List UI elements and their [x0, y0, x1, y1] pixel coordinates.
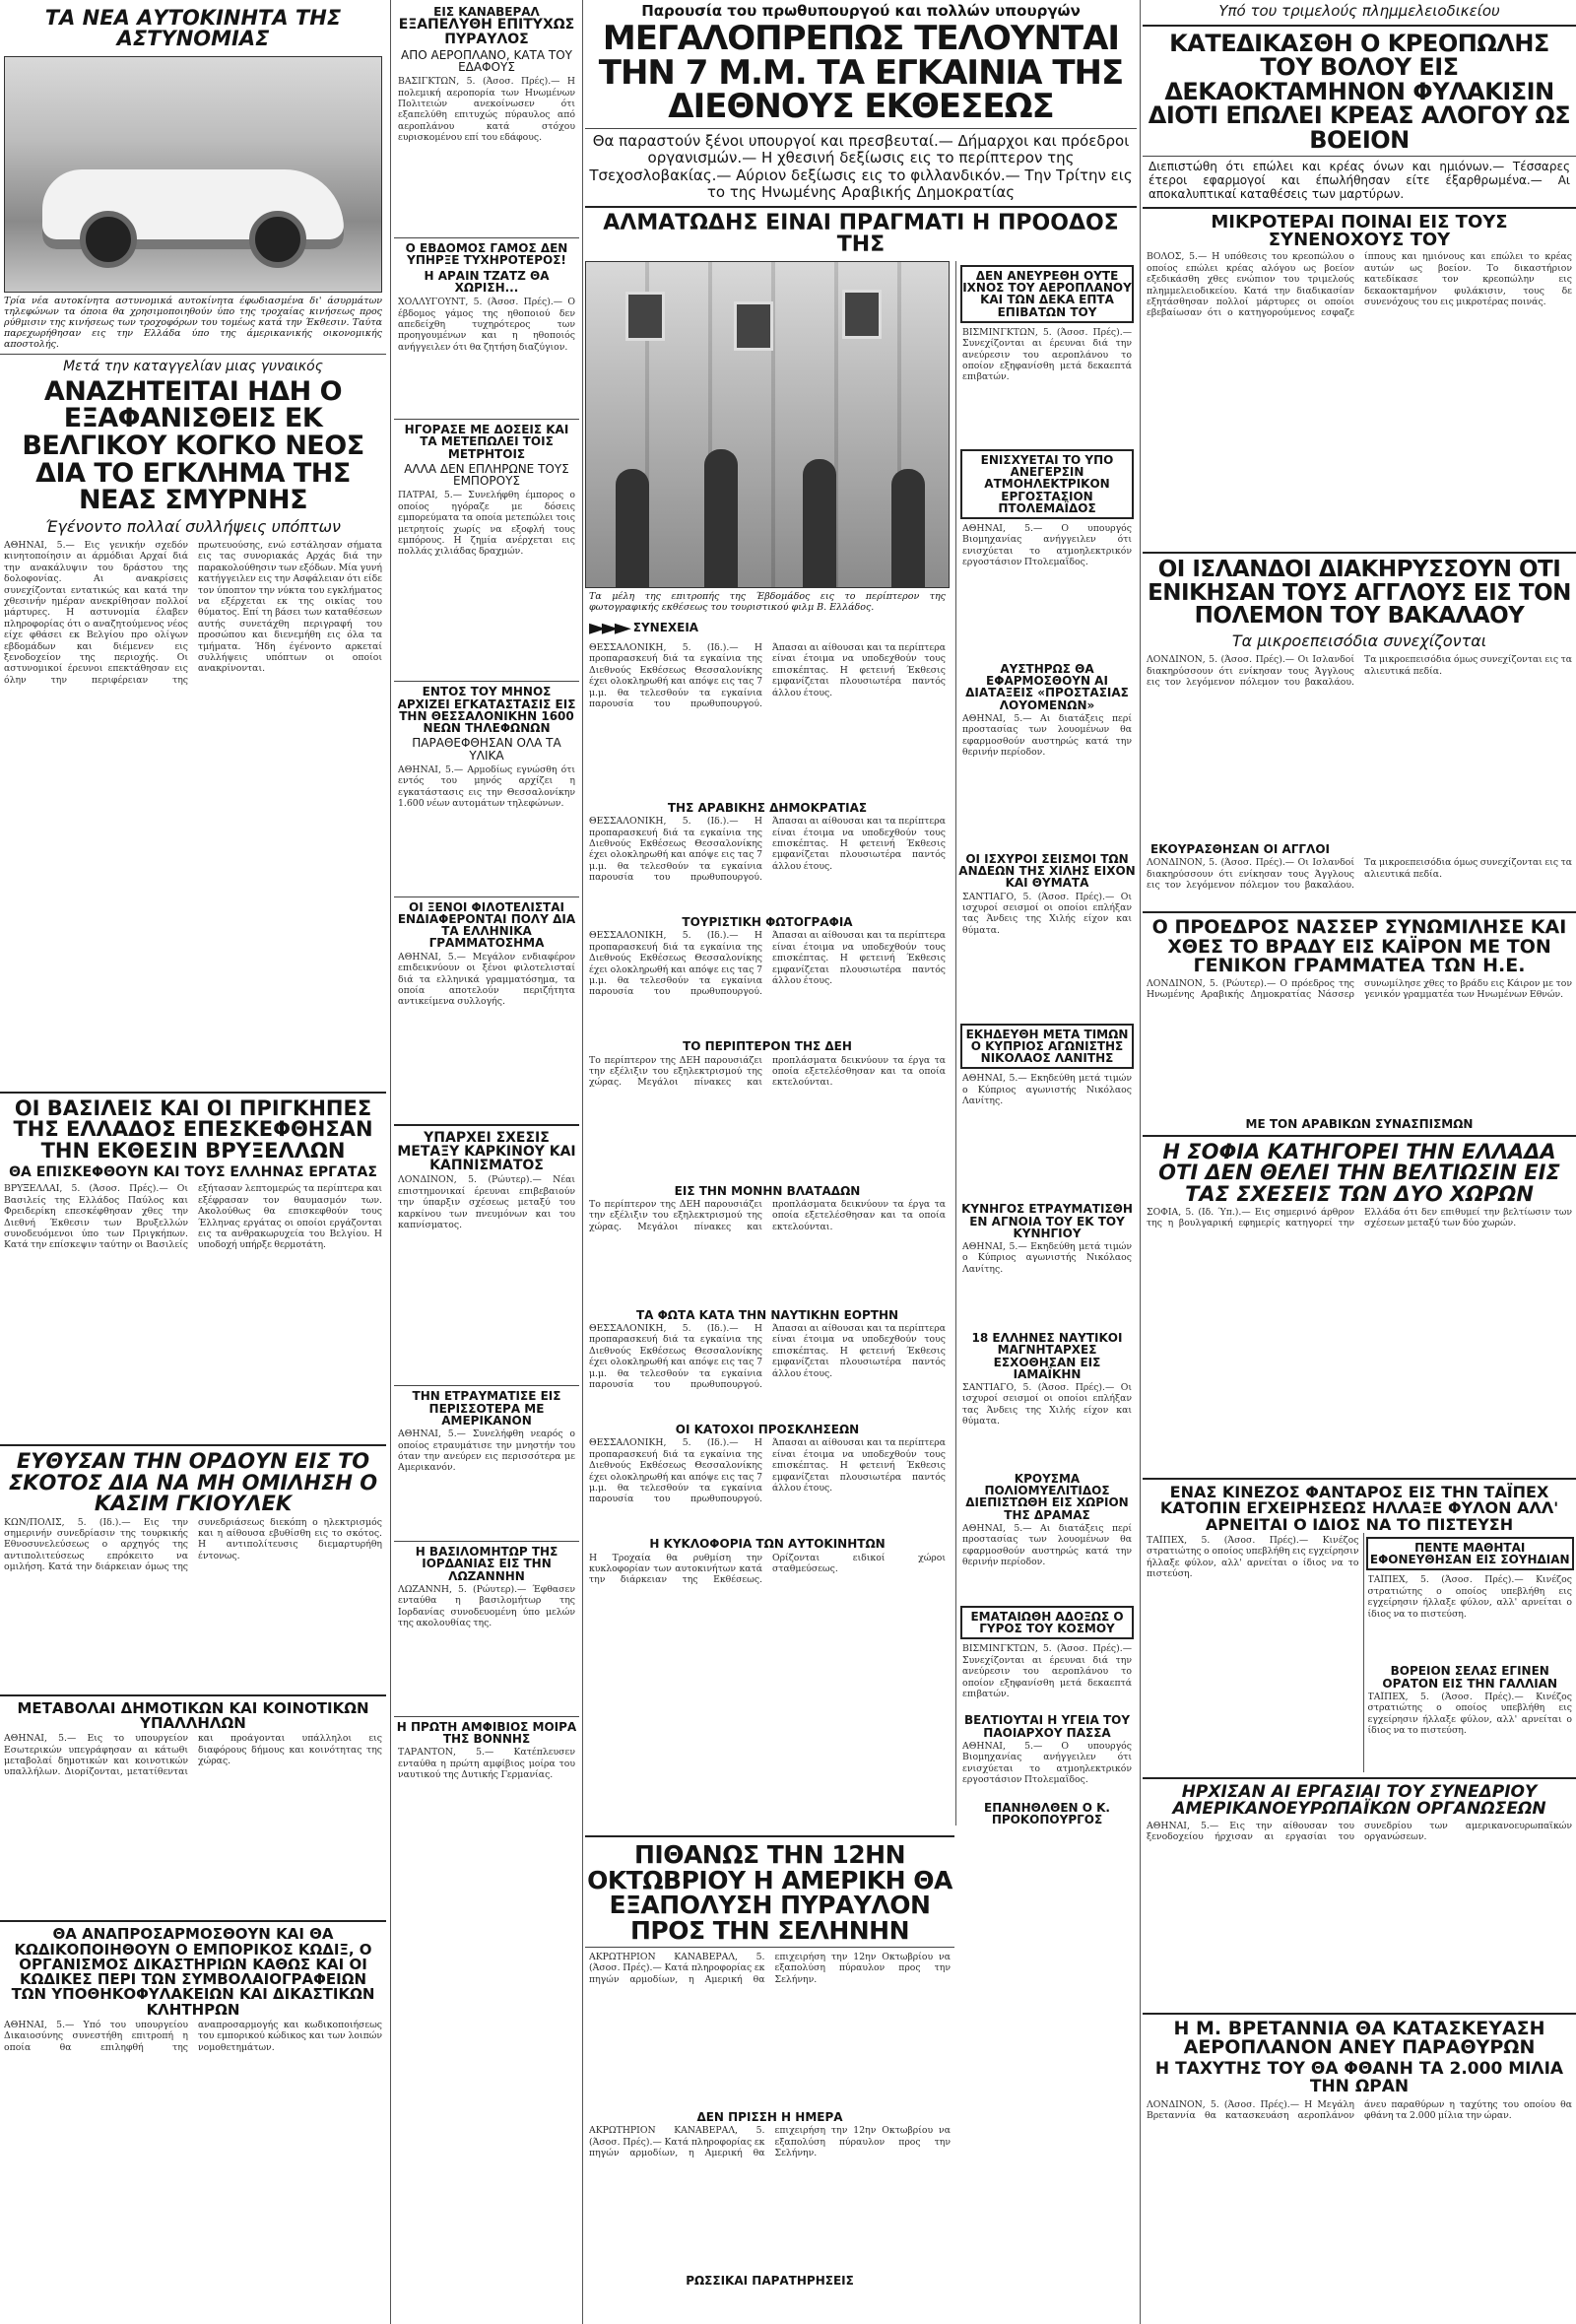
headline-police-cars: ΤΑ ΝΕΑ ΑΥΤΟΚΙΝΗΤΑ ΤΗΣ ΑΣΤΥΝΟΜΙΑΣ: [44, 6, 342, 51]
article-body: ΣΑΝΤΙΑΓΟ, 5. (Άσοσ. Πρές).— Οι ισχυροί σεισμοί οι οποίοι επλήξαν τας Άνδεις της Χιλής είχον και θύματα.: [962, 891, 1132, 936]
headline-windowless-plane: Η Μ. ΒΡΕΤΑΝΝΙΑ ΘΑ ΚΑΤΑΣΚΕΥΑΣΗ ΑΕΡΟΠΛΑΝΟΝ ΑΝΕΥ ΠΑΡΑΘΥΡΩΝ: [1173, 2017, 1545, 2058]
subheadline: ΤΑ ΦΩΤΑ ΚΑΤΑ ΤΗΝ ΝΑΥΤΙΚΗΝ ΕΟΡΤΗΝ: [635, 1307, 899, 1322]
article-body: ΑΘΗΝΑΙ, 5.— Αι διατάξεις περί προστασίας των λουομένων θα εφαρμοσθούν αυστηρώς κατά την θερινήν περίοδον.: [962, 1522, 1132, 1568]
headline-nasser: Ο ΠΡΟΕΔΡΟΣ ΝΑΣΣΕΡ ΣΥΝΩΜΙΛΗΣΕ ΚΑΙ ΧΘΕΣ ΤΟ ΒΡΑΔΥ ΕΙΣ ΚΑΪΡΟΝ ΜΕ ΤΟΝ ΓΕΝΙΚΟΝ ΓΡΑΜΜΑΤΕΑ ΤΩΝ Η.Ε.: [1151, 916, 1567, 977]
kicker: ΕΙΣ ΚΑΝΑΒΕΡΑΛ: [433, 5, 540, 19]
banner-progress: ΑΛΜΑΤΩΔΗΣ ΕΙΝΑΙ ΠΡΑΓΜΑΤΙ Η ΠΡΟΟΔΟΣ ΤΗΣ: [603, 211, 1119, 258]
article-body: ΑΘΗΝΑΙ, 5.— Υπό του υπουργείου Δικαιοσύνης συνεστήθη επιτροπή η οποία θα επιληφθή της αναπροσαρμογής και κωδικοποιήσεως του εμπορικού κώδικος και των λοιπών νομοθετημάτων.: [4, 2020, 382, 2053]
subheadline: Η ΑΡΑΙΝ ΤΖΑΤΖ ΘΑ ΧΩΡΙΣΗ...: [424, 268, 550, 295]
article-body: Το περίπτερον της ΔΕΗ παρουσιάζει την εξέλιξιν του εξηλεκτρισμού της χώρας. Μεγάλοι πίνακες και προπλάσματα δεικνύουν τα έργα τα οποία εξετελέσθησαν και τα οποία εκτελούνται.: [589, 1054, 946, 1089]
headline-hunter: ΚΥΝΗΓΟΣ ΕΤΡΑΥΜΑΤΙΣΘΗ ΕΝ ΑΓΝΟΙΑ ΤΟΥ ΕΚ ΤΟΥ ΚΥΝΗΓΙΟΥ: [961, 1202, 1133, 1240]
headline-chinese-soldier: ΕΝΑΣ ΚΙΝΕΖΟΣ ΦΑΝΤΑΡΟΣ ΕΙΣ ΤΗΝ ΤΑΪΠΕΧ ΚΑΤΟΠΙΝ ΕΓΧΕΙΡΗΣΕΩΣ ΗΛΛΑΞΕ ΦΥΛΟΝ ΑΛΛ' ΑΡΝΕΙΤΑΙ Ο ΙΔΙΟΣ ΝΑ ΤΟ ΠΙΣΤΕΥΣΗ: [1159, 1483, 1559, 1534]
headline-installments: ΗΓΟΡΑΣΕ ΜΕ ΔΟΣΕΙΣ ΚΑΙ ΤΑ ΜΕΤΕΠΩΛΕΙ ΤΟΙΣ ΜΕΤΡΗΤΟΙΣ: [404, 423, 569, 461]
subheadline: ΤΟΥΡΙΣΤΙΚΗ ΦΩΤΟΓΡΑΦΙΑ: [682, 915, 853, 930]
police-car-photo: [4, 56, 382, 293]
column-rule: [582, 0, 583, 2324]
article-body: ΒΙΣΜΙΝΓΚΤΩΝ, 5. (Άσοσ. Πρές).— Συνεχίζονται αι έρευναι διά την ανεύρεσιν του αεροπλάνου το οποίον εξηφανίσθη μετά δεκαεπτά επιβατών.: [962, 1643, 1132, 1700]
subheadline: ΔΕΝ ΠΡΙΣΣΗ Η ΗΜΕΡΑ: [696, 2110, 843, 2124]
article-body: Η Τροχαία θα ρυθμίση την κυκλοφορίαν των αυτοκινήτων κατά την διάρκειαν της Εκθέσεως. Ορίζονται ειδικοί χώροι σταθμεύσεως.: [589, 1552, 946, 1586]
article-body: ΑΚΡΩΤΗΡΙΟΝ ΚΑΝΑΒΕΡΑΛ, 5. (Άσοσ. Πρές).— Κατά πληροφορίας εκ πηγών αρμοδίων, η Αμερική θα επιχειρήση την 12ην Οκτωβρίου να εξαπολύση πύραυλον προς την Σελήνην.: [589, 2125, 951, 2159]
subheadline: Τα μικροεπεισόδια συνεχίζονται: [1231, 631, 1487, 650]
continued-label: ΣΥΝΕΧΕΙΑ: [632, 621, 699, 635]
photo-caption: Τρία νέα αυτοκίνητα αστυνομικά αυτοκίνητα έφωδιασμένα δι' άσυρμάτων τηλεφώνων τα όποια θα χρησιμοποιηθούν ύπο της τροχαίας κινήσεως προς ρύθμισιν της κινήσεως των τροχοφόρων του τομέως κατά την Έκθεσιν. Ταύτα παρεχωρήθησαν εις την Ελλάδα ύπο της άμερικανικής οικονομικής αποστολής.: [4, 295, 382, 350]
headline-missile: ΕΞΑΠΕΛΥΘΗ ΕΠΙΤΥΧΩΣ ΠΥΡΑΥΛΟΣ: [398, 17, 575, 47]
headline-bathers: ΑΥΣΤΗΡΩΣ ΘΑ ΕΦΑΡΜΟΣΘΟΥΝ ΑΙ ΔΙΑΤΑΞΕΙΣ «ΠΡΟΣΤΑΣΙΑΣ ΛΟΥΟΜΕΝΩΝ»: [965, 662, 1129, 712]
article-body: ΘΕΣΣΑΛΟΝΙΚΗ, 5. (Ιδ.).— Η προπαρασκευή διά τα εγκαίνια της Διεθνούς Εκθέσεως Θεσσαλονίκης έχει ολοκληρωθή και απόψε εις τας 7 μ.μ. θα τελεσθούν τα εγκαίνια παρουσία του πρωθυπουργού. Άπασαι αι αίθουσαι και τα περίπτερα είναι έτοιμα να υποδεχθούν τους επισκέπτας. Η φετεινή Έκθεσις εμφανίζεται πλουσιωτέρα παντός άλλου έτους.: [589, 930, 946, 998]
headline-american: ΤΗΝ ΕΤΡΑΥΜΑΤΙΣΕ ΕΙΣ ΠΕΡΙΣΣΟΤΕΡΑ ΜΕ ΑΜΕΡΙΚΑΝΟΝ: [412, 1389, 561, 1428]
headline-amphibious: Η ΠΡΩΤΗ ΑΜΦΙΒΙΟΣ ΜΟΙΡΑ ΤΗΣ ΒΟΝΝΗΣ: [396, 1719, 577, 1747]
article-body: ΛΟΝΔΙΝΟΝ, 5. (Ρώυτερ).— Ο πρόεδρος της Ηνωμένης Αραβικής Δημοκρατίας Νάσσερ συνωμίλησε χθες το βράδυ εις Κάιρον με τον γενικόν γραμματέα των Ηνωμένων Εθνών.: [1147, 977, 1572, 1000]
article-body: ΑΘΗΝΑΙ, 5.— Ο υπουργός Βιομηχανίας ανήγγειλεν ότι ενισχύεται το ατμοηλεκτρικόν εργοστάσιον Πτολεμαΐδος.: [962, 523, 1132, 568]
subheadline: ΡΩΣΣΙΚΑΙ ΠΑΡΑΤΗΡΗΣΕΙΣ: [686, 2274, 854, 2289]
article-body: ΘΕΣΣΑΛΟΝΙΚΗ, 5. (Ιδ.).— Η προπαρασκευή διά τα εγκαίνια της Διεθνούς Εκθέσεως Θεσσαλονίκης έχει ολοκληρωθή και απόψε εις τας 7 μ.μ. θα τελεσθούν τα εγκαίνια παρουσία του πρωθυπουργού. Άπασαι αι αίθουσαι και τα περίπτερα είναι έτοιμα να υποδεχθούν τους επισκέπτας. Η φετεινή Έκθεσις εμφανίζεται πλουσιωτέρα παντός άλλου έτους.: [589, 1437, 946, 1505]
article-body: ΑΘΗΝΑΙ, 5.— Ο υπουργός Βιομηχανίας ανήγγειλεν ότι ενισχύεται το ατμοηλεκτρικόν εργοστάσιον Πτολεμαΐδος.: [962, 1740, 1132, 1786]
subheadline: ΕΚΟΥΡΑΣΘΗΣΑΝ ΟΙ ΑΓΓΛΟΙ: [1150, 842, 1330, 857]
article-body: ΣΟΦΙΑ, 5. (Ιδ. Ύπ.).— Εις σημερινό άρθρον της η βουλγαρική εφημερίς κατηγορεί την Ελλάδα ότι δεν επιθυμεί την βελτίωσιν των σχέσεων μεταξύ των δύο χωρών.: [1147, 1207, 1572, 1229]
headline-cod-war: ΟΙ ΙΣΛΑΝΔΟΙ ΔΙΑΚΗΡΥΣΣΟΥΝ ΟΤΙ ΕΝΙΚΗΣΑΝ ΤΟΥΣ ΑΓΓΛΟΥΣ ΕΙΣ ΤΟΝ ΠΟΛΕΜΟΝ ΤΟΥ ΒΑΚΑΛΑΟΥ: [1148, 557, 1571, 630]
subheadline: ΤΟ ΠΕΡΙΠΤΕΡΟΝ ΤΗΣ ΔΕΗ: [683, 1039, 852, 1054]
moon-rocket-story: [585, 1830, 954, 2287]
article-body: ΒΟΛΟΣ, 5.— Η υπόθεσις του κρεοπώλου ο οποίος επώλει κρέας αλόγου ως βοείον εξεδικάσθη χθες ενώπιον του τριμελούς πλημμελειοδικείου. Κατά την διαδικασίαν εξητάσθησαν πολλοί μάρτυρες οι οποίοι εβεβαίωσαν ότι ο κατηγορούμενος εσφαζε ίππους και ημιόνους και επώλει το κρέας αυτών ως βοείον. Το δικαστήριον κατεδίκασε τον κρεοπώλην εις δεκαοκταμήνον φυλάκισιν, τους δε συνενόχους του εις μικροτέρας ποινάς.: [1147, 251, 1572, 319]
article-body: ΑΘΗΝΑΙ, 5.— Εκηδεύθη μετά τιμών ο Κύπριος αγωνιστής Νικόλαος Λανίτης.: [962, 1073, 1132, 1107]
subheadline: ΕΙΣ ΤΗΝ ΜΟΝΗΝ ΒΛΑΤΑΔΩΝ: [674, 1183, 861, 1198]
subheadline: ΤΗΣ ΑΡΑΒΙΚΗΣ ΔΗΜΟΚΡΑΤΙΑΣ: [667, 800, 868, 815]
headline-chile-quakes: ΟΙ ΙΣΧΥΡΟΙ ΣΕΙΣΜΟΙ ΤΩΝ ΑΝΔΕΩΝ ΤΗΣ ΧΙΛΗΣ ΕΙΧΟΝ ΚΑΙ ΘΥΜΑΤΑ: [958, 851, 1136, 891]
article-body: ΚΩΝ/ΠΟΛΙΣ, 5. (Ιδ.).— Εις την σημερινήν συνεδρίασιν της τουρκικής Εθνοσυνελεύσεως ο αρχηγός της αντιπολιτεύσεως επρόκειτο να ομιλήση. Κατά την διάρκειαν όμως της συνεδριάσεως διεκόπη ο ηλεκτρισμός και η αίθουσα εβυθίσθη εις το σκότος. Η αντιπολίτευσις διεμαρτυρήθη έντονως.: [4, 1516, 382, 1573]
article-body: ΛΟΝΔΙΝΟΝ, 5. (Άσοσ. Πρές).— Οι Ισλανδοί διακηρύσσουν ότι ενίκησαν τους Άγγλους εις τον λεγόμενον πόλεμον του βακαλάου. Τα μικροεπεισόδια όμως συνεχίζονται εις τα αλιευτικά πεδία.: [1147, 654, 1572, 689]
subheadline: ΑΛΛΑ ΔΕΝ ΕΠΛΗΡΩΝΕ ΤΟΥΣ ΕΜΠΟΡΟΥΣ: [404, 461, 569, 489]
headline-municipal-employees: ΜΕΤΑΒΟΛΑΙ ΔΗΜΟΤΙΚΩΝ ΚΑΙ ΚΟΙΝΟΤΙΚΩΝ ΥΠΑΛΛΗΛΩΝ: [17, 1698, 369, 1732]
article-body: ΑΘΗΝΑΙ, 5.— Αι διατάξεις περί προστασίας των λουομένων θα εφαρμοσθούν αυστηρώς κατά την θερινήν περίοδον.: [962, 712, 1132, 759]
headline-ptolemaida: ΕΝΙΣΧΥΕΤΑΙ ΤΟ ΥΠΟ ΑΝΕΓΕΡΣΙΝ ΑΤΜΟΗΛΕΚΤΡΙΚΟΝ ΕΡΓΟΣΤΑΣΙΟΝ ΠΤΟΛΕΜΑΪΔΟΣ: [980, 452, 1114, 515]
headline-students: ΠΕΝΤΕ ΜΑΘΗΤΑΙ ΕΦΟΝΕΥΘΗΣΑΝ ΕΙΣ ΣΟΥΗΔΙΑΝ: [1369, 1540, 1570, 1567]
article-body: ΘΕΣΣΑΛΟΝΙΚΗ, 5. (Ιδ.).— Η προπαρασκευή διά τα εγκαίνια της Διεθνούς Εκθέσεως Θεσσαλονίκης έχει ολοκληρωθή και απόψε εις τας 7 μ.μ. θα τελεσθούν τα εγκαίνια παρουσία του πρωθυπουργού. Άπασαι αι αίθουσαι και τα περίπτερα είναι έτοιμα να υποδεχθούν τους επισκέπτας. Η φετεινή Έκθεσις εμφανίζεται πλουσιωτέρα παντός άλλου έτους.: [589, 641, 946, 709]
article-body: ΠΑΤΡΑΙ, 5.— Συνελήφθη έμπορος ο οποίος ηγόραζε με δόσεις εμπορεύματα τα οποία μετεπώλει τοις μετρητοίς χωρίς να εξοφλή τους εμπόρους. Η ζημία ανέρχεται εις πολλάς χιλιάδας δραχμών.: [398, 490, 575, 558]
headline-polio: ΚΡΟΥΣΜΑ ΠΟΛΙΟΜΥΕΛΙΤΙΔΟΣ ΔΙΕΠΙΣΤΩΘΗ ΕΙΣ ΧΩΡΙΟΝ ΤΗΣ ΔΡΑΜΑΣ: [965, 1471, 1129, 1522]
article-body: ΣΑΝΤΙΑΓΟ, 5. (Άσοσ. Πρές).— Οι ισχυροί σεισμοί οι οποίοι επλήξαν τας Άνδεις της Χιλής είχον και θύματα.: [962, 1381, 1132, 1428]
article-body: Το περίπτερον της ΔΕΗ παρουσιάζει την εξέλιξιν του εξηλεκτρισμού της χώρας. Μεγάλοι πίνακες και προπλάσματα δεικνύουν τα έργα τα οποία εξετελέσθησαν και τα οποία εκτελούνται.: [589, 1198, 946, 1232]
article-body: ΘΕΣΣΑΛΟΝΙΚΗ, 5. (Ιδ.).— Η προπαρασκευή διά τα εγκαίνια της Διεθνούς Εκθέσεως Θεσσαλονίκης έχει ολοκληρωθή και απόψε εις τας 7 μ.μ. θα τελεσθούν τα εγκαίνια παρουσία του πρωθυπουργού. Άπασαι αι αίθουσαι και τα περίπτερα είναι έτοιμα να υποδεχθούν τους επισκέπτας. Η φετεινή Έκθεσις εμφανίζεται πλουσιωτέρα παντός άλλου έτους.: [589, 816, 946, 884]
column-b: [394, 0, 579, 1837]
column-rule: [1140, 0, 1141, 2324]
headline-butcher: ΚΑΤΕΔΙΚΑΣΘΗ Ο ΚΡΕΟΠΩΛΗΣ ΤΟΥ ΒΟΛΟΥ ΕΙΣ ΔΕΚΑΟΚΤΑΜΗΝΟΝ ΦΥΛΑΚΙΣΙΝ ΔΙΟΤΙ ΕΠΩΛΕΙ ΚΡΕΑΣ ΑΛΟΓΟΥ ΩΣ ΒΟΕΙΟΝ: [1148, 30, 1571, 154]
headline-sofia: Η ΣΟΦΙΑ ΚΑΤΗΓΟΡΕΙ ΤΗΝ ΕΛΛΑΔΑ ΟΤΙ ΔΕΝ ΘΕΛΕΙ ΤΗΝ ΒΕΛΤΙΩΣΙΝ ΕΙΣ ΤΑΣ ΣΧΕΣΕΙΣ ΤΩΝ ΔΥΟ ΧΩΡΩΝ: [1158, 1139, 1560, 1206]
article-body: ΑΘΗΝΑΙ, 5.— Εις γενικήν σχεδόν κινητοποίησιν αι άρμόδιαι Αρχαί διά την ανακάλυψιν του δράστου της δολοφονίας. Αι ανακρίσεις συνεχίζονται εντατικώς και κατά την χθεσινήν ημέραν ανεκρίθησαν πολλοί μάρτυρες. Η αστυνομία έλαβεν πληροφορίας ότι ο αναζητούμενος νέος είχε φθάσει εκ Βελγίου προ ολίγων εβδομάδων και διέμενεν εις ξενοδοχείον της περιοχής. Οι αστυνομικοί έρευνοι επεκτάθησαν εις όλην την περιφέρειαν της πρωτευούσης, ενώ εστάλησαν σήματα εις τας συνοριακάς Αρχάς διά την παρακολούθησιν των εξόδων. Μία γυνή κατήγγειλεν εις την Ασφάλειαν ότι είδε τον ύποπτον την νύκτα του εγκλήματος να εξέρχεται εκ της οικίας του θύματος. Επί τη βάσει των καταθέσεων αυτής συνετάχθη περιγραφή του προσώπου και διενεμήθη εις όλα τα τμήματα. Ήδη έγένοντο αρκεταί συλλήψεις υπόπτων οι οποίοι ανακρίνονται.: [4, 539, 382, 686]
kicker: Υπό του τριμελούς πλημμελειοδικείου: [1218, 2, 1500, 20]
exhibition-photo: [585, 261, 950, 588]
subheadline: Η ΚΥΚΛΟΦΟΡΙΑ ΤΩΝ ΑΥΤΟΚΙΝΗΤΩΝ: [649, 1537, 886, 1552]
subheadline: ΘΑ ΕΠΙΣΚΕΦΘΟΥΝ ΚΑΙ ΤΟΥΣ ΕΛΛΗΝΑΣ ΕΡΓΑΤΑΣ: [9, 1164, 377, 1181]
headline-congress: ΗΡΧΙΣΑΝ ΑΙ ΕΡΓΑΣΙΑΙ ΤΟΥ ΣΥΝΕΔΡΙΟΥ ΑΜΕΡΙΚΑΝΟΕΥΡΩΠΑΪΚΩΝ ΟΡΓΑΝΩΣΕΩΝ: [1172, 1781, 1546, 1820]
article-body: ΧΟΛΛΥΓΟΥΝΤ, 5. (Άσοσ. Πρές).— Ο έβδομος γάμος της ηθοποιού δεν απεδείχθη τυχηρότερος των προηγουμένων και η ηθοποιός ανήγγειλεν ότι θα ζητήση διαζύγιον.: [398, 297, 575, 353]
subheadline: Θα παραστούν ξένοι υπουργοί και πρεσβευταί.— Δήμαρχοι και πρόεδροι οργανισμών.— Η χθεσινή δεξίωσις εις το περίπτερον της Τσεχοσλοβακίας.— Αύριον δεξίωσις εις το φιλλανδικόν.— Την Τρίτην εις το της Ηνωμένης Αραβικής Δημοκρατίας: [589, 132, 1133, 201]
subheadline: ΟΙ ΚΑΤΟΧΟΙ ΠΡΟΣΚΛΗΣΕΩΝ: [675, 1423, 860, 1437]
subheadline: ΑΠΟ ΑΕΡΟΠΛΑΝΟ, ΚΑΤΑ ΤΟΥ ΕΔΑΦΟΥΣ: [401, 47, 572, 74]
article-body: ΒΑΣΙΓΚΤΩΝ, 5. (Άσοσ. Πρές).— Η πολεμική αεροπορία των Ηνωμένων Πολιτειών ανεκοίνωσεν ότι εξαπελύθη επιτυχώς πύραυλος από αεροπλάνου κατά στόχου ευρισκομένου επί του εδάφους.: [398, 76, 575, 144]
headline-cancer-smoking: ΥΠΑΡΧΕΙ ΣΧΕΣΙΣ ΜΕΤΑΞΥ ΚΑΡΚΙΝΟΥ ΚΑΙ ΚΑΠΝΙΣΜΑΤΟΣ: [397, 1129, 576, 1174]
subheadline: Η ΤΑΧΥΤΗΣ ΤΟΥ ΘΑ ΦΘΑΝΗ ΤΑ 2.000 ΜΙΛΙΑ ΤΗΝ ΩΡΑΝ: [1154, 2059, 1564, 2096]
headline-aurora: ΒΟΡΕΙΟΝ ΣΕΛΑΣ ΕΓΙΝΕΝ ΟΡΑΤΟΝ ΕΙΣ ΤΗΝ ΓΑΛΛΙΑΝ: [1382, 1664, 1558, 1691]
headline-jamaica: 18 ΕΛΛΗΝΕΣ ΝΑΥΤΙΚΟΙ ΜΑΓΝΗΤΑΡΧΕΣ ΕΣΧΟΘΗΣΑΝ ΕΙΣ ΙΑΜΑΪΚΗΝ: [971, 1331, 1123, 1381]
headline-royals-brussels: ΟΙ ΒΑΣΙΛΕΙΣ ΚΑΙ ΟΙ ΠΡΙΓΚΗΠΕΣ ΤΗΣ ΕΛΛΑΔΟΣ ΕΠΕΣΚΕΦΘΗΣΑΝ ΤΗΝ ΕΚΘΕΣΙΝ ΒΡΥΞΕΛΛΩΝ: [13, 1096, 373, 1162]
kicker: Παρουσία του πρωθυπουργού και πολλών υπουργών: [641, 2, 1081, 20]
headline-world-tour: ΕΜΑΤΑΙΩΘΗ ΑΔΟΞΩΣ Ο ΓΥΡΟΣ ΤΟΥ ΚΟΣΜΟΥ: [970, 1609, 1124, 1636]
article-body: ΛΩΖΑΝΝΗ, 5. (Ρώυτερ).— Έφθασεν ενταύθα η βασιλομήτωρ της Ιορδανίας συνοδευομένη ύπο μελών της ακολουθίας της.: [398, 1583, 575, 1629]
column-a: [0, 0, 386, 2219]
subheadline: ΠΑΡΑΘΕΦΘΗΣΑΝ ΟΛΑ ΤΑ ΥΛΙΚΑ: [412, 736, 561, 763]
headline-exhibition: ΜΕΓΑΛΟΠΡΕΠΩΣ ΤΕΛΟΥΝΤΑΙ ΤΗΝ 7 Μ.Μ. ΤΑ ΕΓΚΑΙΝΙΑ ΤΗΣ ΔΙΕΘΝΟΥΣ ΕΚΘΕΣΕΩΣ: [598, 19, 1124, 127]
article-body: ΑΘΗΝΑΙ, 5.— Συνελήφθη νεαρός ο οποίος ετραυμάτισε την μνηστήν του όταν την ανεύρεν εις περισσότερα με Αμερικανόν.: [398, 1428, 575, 1474]
article-body: ΑΘΗΝΑΙ, 5.— Εις την αίθουσαν του ξενοδοχείου ήρχισαν αι εργασίαι του συνεδρίου των αμερικανοευρωπαϊκών οργανώσεων.: [1147, 1820, 1572, 1842]
headline-plane-missing: ΔΕΝ ΑΝΕΥΡΕΘΗ ΟΥΤΕ ΙΧΝΟΣ ΤΟΥ ΑΕΡΟΠΛΑΝΟΥ ΚΑΙ ΤΩΝ ΔΕΚΑ ΕΠΤΑ ΕΠΙΒΑΤΩΝ ΤΟΥ: [962, 268, 1132, 319]
subheadline: Έγένοντο πολλαί συλλήψεις υπόπτων: [45, 516, 341, 536]
headline-moon-rocket: ΠΙΘΑΝΩΣ ΤΗΝ 12ΗΝ ΟΚΤΩΒΡΙΟΥ Η ΑΜΕΡΙΚΗ ΘΑ ΕΞΑΠΟΛΥΣΗ ΠΥΡΑΥΛΟΝ ΠΡΟΣ ΤΗΝ ΣΕΛΗΝΗΝ: [587, 1840, 952, 1945]
headline-accomplices: ΜΙΚΡΟΤΕΡΑΙ ΠΟΙΝΑΙ ΕΙΣ ΤΟΥΣ ΣΥΝΕΝΟΧΟΥΣ ΤΟΥ: [1211, 211, 1508, 251]
article-body: ΒΙΣΜΙΝΓΚΤΩΝ, 5. (Άσοσ. Πρές).— Συνεχίζονται αι έρευναι διά την ανεύρεσιν του αεροπλάνου το οποίον εξηφανίσθη μετά δεκαεπτά επιβατών.: [962, 326, 1132, 383]
wheel-icon: [249, 211, 306, 268]
headline-missing-congolese: ΑΝΑΖΗΤΕΙΤΑΙ ΗΔΗ Ο ΕΞΑΦΑΝΙΣΘΕΙΣ ΕΚ ΒΕΛΓΙΚΟΥ ΚΟΓΚΟ ΝΕΟΣ ΔΙΑ ΤΟ ΕΓΚΛΗΜΑ ΤΗΣ ΝΕΑΣ ΣΜΥΡΝΗΣ: [22, 375, 364, 516]
headline-pasha-health: ΒΕΛΤΙΟΥΤΑΙ Η ΥΓΕΙΑ ΤΟΥ ΠΑΟΙΑΡΧΟΥ ΠΑΣΣΑ: [963, 1713, 1131, 1740]
headline-seventh-marriage: Ο ΕΒΔΟΜΟΣ ΓΑΜΟΣ ΔΕΝ ΥΠΗΡΞΕ ΤΥΧΗΡΟΤΕΡΟΣ!: [405, 241, 568, 268]
column-rule: [390, 0, 391, 2324]
article-body: ΘΕΣΣΑΛΟΝΙΚΗ, 5. (Ιδ.).— Η προπαρασκευή διά τα εγκαίνια της Διεθνούς Εκθέσεως Θεσσαλονίκης έχει ολοκληρωθή και απόψε εις τας 7 μ.μ. θα τελεσθούν τα εγκαίνια παρουσία του πρωθυπουργού. Άπασαι αι αίθουσαι και τα περίπτερα είναι έτοιμα να υποδεχθούν τους επισκέπτας. Η φετεινή Έκθεσις εμφανίζεται πλουσιωτέρα παντός άλλου έτους.: [589, 1323, 946, 1391]
column-d: [1143, 0, 1576, 2220]
article-body: ΑΚΡΩΤΗΡΙΟΝ ΚΑΝΑΒΕΡΑΛ, 5. (Άσοσ. Πρές).— Κατά πληροφορίας εκ πηγών αρμοδίων, η Αμερική θα επιχειρήση την 12ην Οκτωβρίου να εξαπολύση πύραυλον προς την Σελήνην.: [589, 1952, 951, 1985]
article-body: ΑΘΗΝΑΙ, 5.— Εις το υπουργείον Εσωτερικών υπεγράφησαν αι κάτωθι μεταβολαί δημοτικών και κοινοτικών υπαλλήλων. Διορίζονται, μετατίθενται και προάγονται υπάλληλοι εις διαφόρους δήμους και κοινότητας της χώρας.: [4, 1733, 382, 1778]
kicker: Μετά την καταγγελίαν μιας γυναικός: [63, 358, 323, 374]
photo-caption: Τα μέλη της επιτροπής της Έβδομάδος εις το περίπτερον της φωτογραφικής εκθέσεως του τουριστικού φιλμ Β. Ελλάδος.: [589, 590, 946, 613]
article-body: ΤΑΪΠΕΧ, 5. (Άσοσ. Πρές).— Κινέζος στρατιώτης ο οποίος υπεβλήθη εις εγχείρησιν ήλλαξε φύλον, αλλ' αρνείται ο ίδιος να το πιστεύση.: [1367, 1691, 1572, 1737]
headline-jordan-queen: Η ΒΑΣΙΛΟΜΗΤΩΡ ΤΗΣ ΙΟΡΔΑΝΙΑΣ ΕΙΣ ΤΗΝ ΛΩΖΑΝΝΗΝ: [415, 1545, 558, 1583]
headline-commercial-code: ΘΑ ΑΝΑΠΡΟΣΑΡΜΟΣΘΟΥΝ ΚΑΙ ΘΑ ΚΩΔΙΚΟΠΟΙΗΘΟΥΝ Ο ΕΜΠΟΡΙΚΟΣ ΚΩΔΙΞ, Ο ΟΡΓΑΝΙΣΜΟΣ ΔΙΚΑΣΤΗΡΙΩΝ ΚΑΘΩΣ ΚΑΙ ΟΙ ΚΩΔΙΚΕΣ ΠΕΡΙ ΤΩΝ ΣΥΜΒΟΛΑΙΟΓΡΑΦΕΙΩΝ ΤΩΝ ΥΠΟΘΗΚΟΦΥΛΑΚΕΙΩΝ ΚΑΙ ΔΙΚΑΣΤΙΚΩΝ ΚΛΗΤΗΡΩΝ: [11, 1925, 375, 2019]
article-body: ΑΘΗΝΑΙ, 5.— Εκηδεύθη μετά τιμών ο Κύπριος αγωνιστής Νικόλαος Λανίτης.: [962, 1241, 1132, 1275]
article-body: ΛΟΝΔΙΝΟΝ, 5. (Άσοσ. Πρές).— Οι Ισλανδοί διακηρύσσουν ότι ενίκησαν τους Άγγλους εις τον λεγόμενον πόλεμον του βακαλάου. Τα μικροεπεισόδια όμως συνεχίζονται εις τα αλιευτικά πεδία.: [1147, 857, 1572, 892]
article-body: ΑΘΗΝΑΙ, 5.— Μεγάλον ενδιαφέρον επιδεικνύουν οι ξένοι φιλοτελισταί διά τα ελληνικά γραμματόσημα, τα οποία αποτελούν περιζήτητα αντικείμενα συλλογής.: [398, 951, 575, 1008]
article-body: ΤΑΡΑΝΤΟΝ, 5.— Κατέπλευσεν ενταύθα η πρώτη αμφίβιος μοίρα του ναυτικού της Δυτικής Γερμανίας.: [398, 1747, 575, 1781]
subheadline: ΜΕ ΤΟΝ ΑΡΑΒΙΚΩΝ ΣΥΝΑΣΠΙΣΜΩΝ: [1245, 1116, 1474, 1131]
arrow-icon: ►►►: [589, 615, 627, 640]
subheadline: Διεπιστώθη ότι επώλει και κρέας όνων και ημιόνων.— Τέσσαρες έτεροι εφαρμογοί και έπωλήθησαν είτε έξαρθρωμένα.— Αι αποκαλυπτικαί καταθέσεις των μαρτύρων.: [1149, 160, 1570, 201]
article-body: ΛΟΝΔΙΝΟΝ, 5. (Ρώυτερ).— Νέαι επιστημονικαί έρευναι επιβεβαιούν την ύπαρξιν σχέσεως μεταξύ του καρκίνου των πνευμόνων και του καπνίσματος.: [398, 1174, 575, 1231]
headline-kasim-gulek: ΕΥΘΥΣΑΝ ΤΗΝ ΟΡΔΟΥΝ ΕΙΣ ΤΟ ΣΚΟΤΟΣ ΔΙΑ ΝΑ ΜΗ ΟΜΙΛΗΣΗ Ο ΚΑΣΙΜ ΓΚΙΟΥΛΕΚ: [8, 1449, 378, 1516]
headline-lanitis: ΕΚΗΔΕΥΘΗ ΜΕΤΑ ΤΙΜΩΝ Ο ΚΥΠΡΙΟΣ ΑΓΩΝΙΣΤΗΣ ΝΙΚΟΛΑΟΣ ΛΑΝΙΤΗΣ: [965, 1027, 1129, 1066]
column-c: [585, 0, 1137, 1826]
article-body: ΤΑΪΠΕΧ, 5. (Άσοσ. Πρές).— Κινέζος στρατιώτης ο οποίος υπεβλήθη εις εγχείρησιν ήλλαξε φύλον, αλλ' αρνείται ο ίδιος να το πιστεύση.: [1147, 1534, 1359, 1580]
article-body: ΒΡΥΞΕΛΛΑΙ, 5. (Άσοσ. Πρές).— Οι Βασιλείς της Ελλάδος Παύλος και Φρειδερίκη επεσκέφθησαν χθες την Διεθνή Έκθεσιν των Βρυξελλών συνοδευόμενοι ύπο των Πριγκήπων. Κατά την επίσκεψιν ταύτην οι Βασιλείς εξήτασαν λεπτομερώς τα περίπτερα και εξέφρασαν τον θαυμασμόν των. Ακολούθως θα επισκεφθούν τους Έλληνας εργάτας οι οποίοι εργάζονται εις τα ανθρακωρυχεία του Βελγίου. Η υποδοχή υπήρξε θερμοτάτη.: [4, 1183, 382, 1251]
headline-telephones: ΕΝΤΟΣ ΤΟΥ ΜΗΝΟΣ ΑΡΧΙΖΕΙ ΕΓΚΑΤΑΣΤΑΣΙΣ ΕΙΣ ΤΗΝ ΘΕΣΣΑΛΟΝΙΚΗΝ 1600 ΝΕΩΝ ΤΗΛΕΦΩΝΩΝ: [397, 685, 576, 736]
article-body: ΑΘΗΝΑΙ, 5.— Αρμοδίως εγνώσθη ότι εντός του μηνός αρχίζει η εγκατάστασις εις την Θεσσαλονίκην 1.600 νέων αυτομάτων τηλεφώνων.: [398, 764, 575, 809]
article-body: ΛΟΝΔΙΝΟΝ, 5. (Άσοσ. Πρές).— Η Μεγάλη Βρεταννία θα κατασκευάση αεροπλάνον άνευ παραθύρων η ταχύτης του οποίου θα φθάνη τα 2.000 μίλια την ώραν.: [1147, 2098, 1572, 2122]
wheel-icon: [80, 211, 137, 268]
headline-philatelists: ΟΙ ΞΕΝΟΙ ΦΙΛΟΤΕΛΙΣΤΑΙ ΕΝΔΙΑΦΕΡΟΝΤΑΙ ΠΟΛΥ ΔΙΑ ΤΑ ΕΛΛΗΝΙΚΑ ΓΡΑΜΜΑΤΟΣΗΜΑ: [397, 899, 576, 951]
headline-returned: ΕΠΑΝΗΘΛΘΕΝ Ο Κ. ΠΡΟΚΟΠΟΥΡΓΟΣ: [984, 1800, 1110, 1827]
article-body: ΤΑΪΠΕΧ, 5. (Άσοσ. Πρές).— Κινέζος στρατιώτης ο οποίος υπεβλήθη εις εγχείρησιν ήλλαξε φύλον, αλλ' αρνείται ο ίδιος να το πιστεύση.: [1367, 1574, 1572, 1620]
